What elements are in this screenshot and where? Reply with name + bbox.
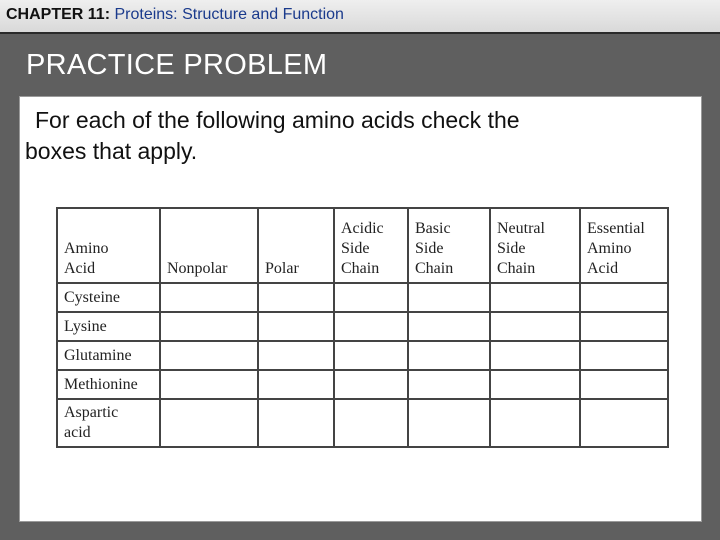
check-cell[interactable] <box>580 341 668 370</box>
header-essential-amino-acid: Essential Amino Acid <box>580 208 668 283</box>
check-cell[interactable] <box>580 283 668 312</box>
table-row <box>57 312 668 341</box>
chapter-title: Proteins: Structure and Function <box>114 6 344 23</box>
table-header-row <box>57 208 668 283</box>
check-cell[interactable] <box>334 370 408 399</box>
header-neutral-side-chain: Neutral Side Chain <box>490 208 580 283</box>
table-row <box>57 283 668 312</box>
check-cell[interactable] <box>334 312 408 341</box>
check-cell[interactable] <box>334 399 408 447</box>
check-cell[interactable] <box>490 370 580 399</box>
check-cell[interactable] <box>160 399 258 447</box>
check-cell[interactable] <box>334 283 408 312</box>
check-cell[interactable] <box>408 370 490 399</box>
check-cell[interactable] <box>490 312 580 341</box>
table-row <box>57 370 668 399</box>
check-cell[interactable] <box>490 399 580 447</box>
check-cell[interactable] <box>160 283 258 312</box>
amino-acid-table <box>56 207 669 448</box>
row-label-methionine: Methionine <box>57 370 160 399</box>
check-cell[interactable] <box>258 399 334 447</box>
table-row <box>57 341 668 370</box>
chapter-header-bar <box>0 0 720 34</box>
check-cell[interactable] <box>258 341 334 370</box>
check-cell[interactable] <box>490 283 580 312</box>
check-cell[interactable] <box>258 283 334 312</box>
instruction-line-1: For each of the following amino acids check the <box>35 107 520 133</box>
instruction-line-2: boxes that apply. <box>25 138 198 164</box>
check-cell[interactable] <box>408 399 490 447</box>
chapter-heading <box>6 6 344 24</box>
chapter-label: CHAPTER 11: <box>6 6 111 23</box>
check-cell[interactable] <box>408 283 490 312</box>
slide-title: PRACTICE PROBLEM <box>26 49 328 81</box>
check-cell[interactable] <box>258 312 334 341</box>
check-cell[interactable] <box>408 341 490 370</box>
check-cell[interactable] <box>490 341 580 370</box>
table-row <box>57 399 668 447</box>
instruction-text <box>25 105 665 167</box>
row-label-glutamine: Glutamine <box>57 341 160 370</box>
row-label-lysine: Lysine <box>57 312 160 341</box>
check-cell[interactable] <box>408 312 490 341</box>
check-cell[interactable] <box>160 370 258 399</box>
header-nonpolar: Nonpolar <box>160 208 258 283</box>
check-cell[interactable] <box>580 312 668 341</box>
content-panel <box>19 96 702 522</box>
check-cell[interactable] <box>580 370 668 399</box>
check-cell[interactable] <box>160 341 258 370</box>
check-cell[interactable] <box>580 399 668 447</box>
check-cell[interactable] <box>258 370 334 399</box>
check-cell[interactable] <box>160 312 258 341</box>
row-label-cysteine: Cysteine <box>57 283 160 312</box>
check-cell[interactable] <box>334 341 408 370</box>
header-acidic-side-chain: Acidic Side Chain <box>334 208 408 283</box>
header-amino-acid: Amino Acid <box>57 208 160 283</box>
header-polar: Polar <box>258 208 334 283</box>
header-basic-side-chain: Basic Side Chain <box>408 208 490 283</box>
row-label-aspartic-acid: Aspartic acid <box>57 399 160 447</box>
